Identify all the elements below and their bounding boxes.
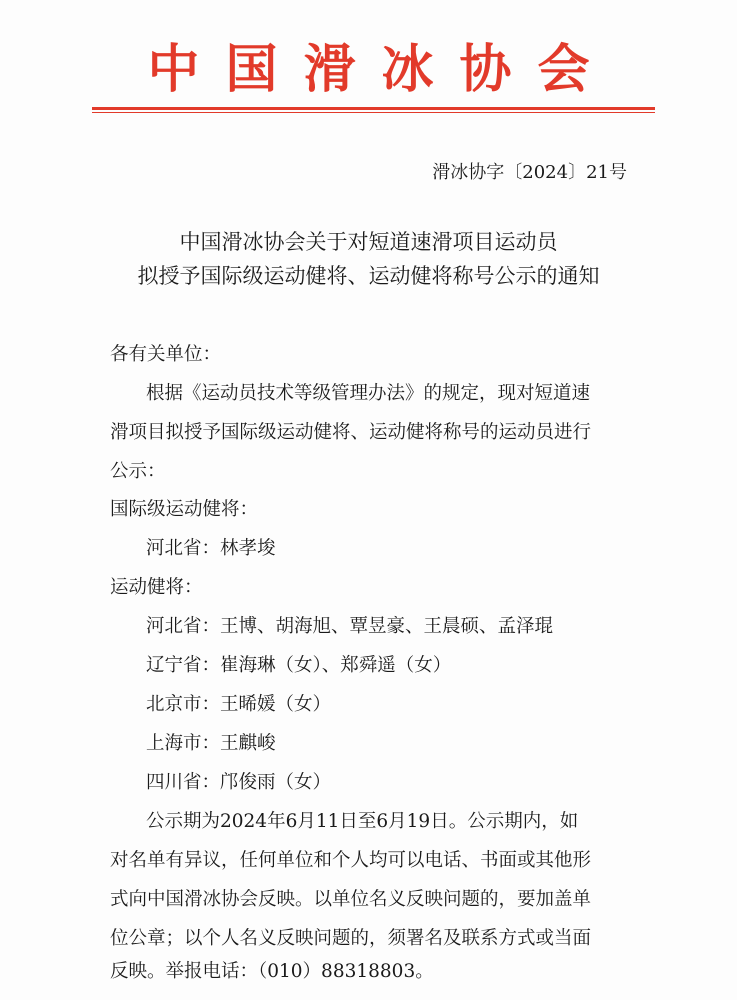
master-entry-beijing: 北京市：王晞媛（女） — [146, 694, 332, 715]
master-entry-hebei: 河北省：王博、胡海旭、覃昱豪、王晨硕、孟泽琨 — [146, 616, 554, 637]
notice-paragraph-line-3: 式向中国滑冰协会反映。以单位名义反映问题的，要加盖单 — [110, 889, 592, 910]
document-title-line-1: 中国滑冰协会关于对短道速滑项目运动员 — [179, 230, 558, 254]
master-entry-shanghai: 上海市：王麒峻 — [146, 733, 276, 754]
document-number: 滑冰协字〔2024〕21号 — [432, 162, 627, 183]
document-title-line-2: 拟授予国际级运动健将、运动健将称号公示的通知 — [137, 264, 600, 288]
intro-paragraph-line-3: 公示： — [110, 461, 166, 482]
notice-paragraph-line-5: 反映。举报电话：（010）88318803。 — [110, 961, 434, 982]
letterhead-rule-thin — [92, 112, 655, 113]
notice-paragraph-line-4: 位公章；以个人名义反映问题的，须署名及联系方式或当面 — [110, 928, 592, 949]
organization-letterhead: 中国滑冰协会 — [147, 40, 616, 100]
notice-paragraph-line-2: 对名单有异议，任何单位和个人均可以电话、书面或其他形 — [110, 850, 592, 871]
master-entry-sichuan: 四川省：邝俊雨（女） — [146, 772, 332, 793]
master-entry-liaoning: 辽宁省：崔海琳（女）、郑舜遥（女） — [146, 655, 452, 676]
international-master-heading: 国际级运动健将： — [110, 499, 259, 520]
master-heading: 运动健将： — [110, 577, 203, 598]
intro-paragraph-line-1: 根据《运动员技术等级管理办法》的规定，现对短道速 — [146, 383, 591, 404]
intro-paragraph-line-2: 滑项目拟授予国际级运动健将、运动健将称号的运动员进行 — [110, 422, 592, 443]
salutation: 各有关单位： — [110, 344, 222, 365]
letterhead-rule-thick — [92, 107, 655, 110]
international-master-entry: 河北省：林孝埈 — [146, 538, 276, 559]
notice-paragraph-line-1: 公示期为2024年6月11日至6月19日。公示期内，如 — [146, 811, 579, 832]
